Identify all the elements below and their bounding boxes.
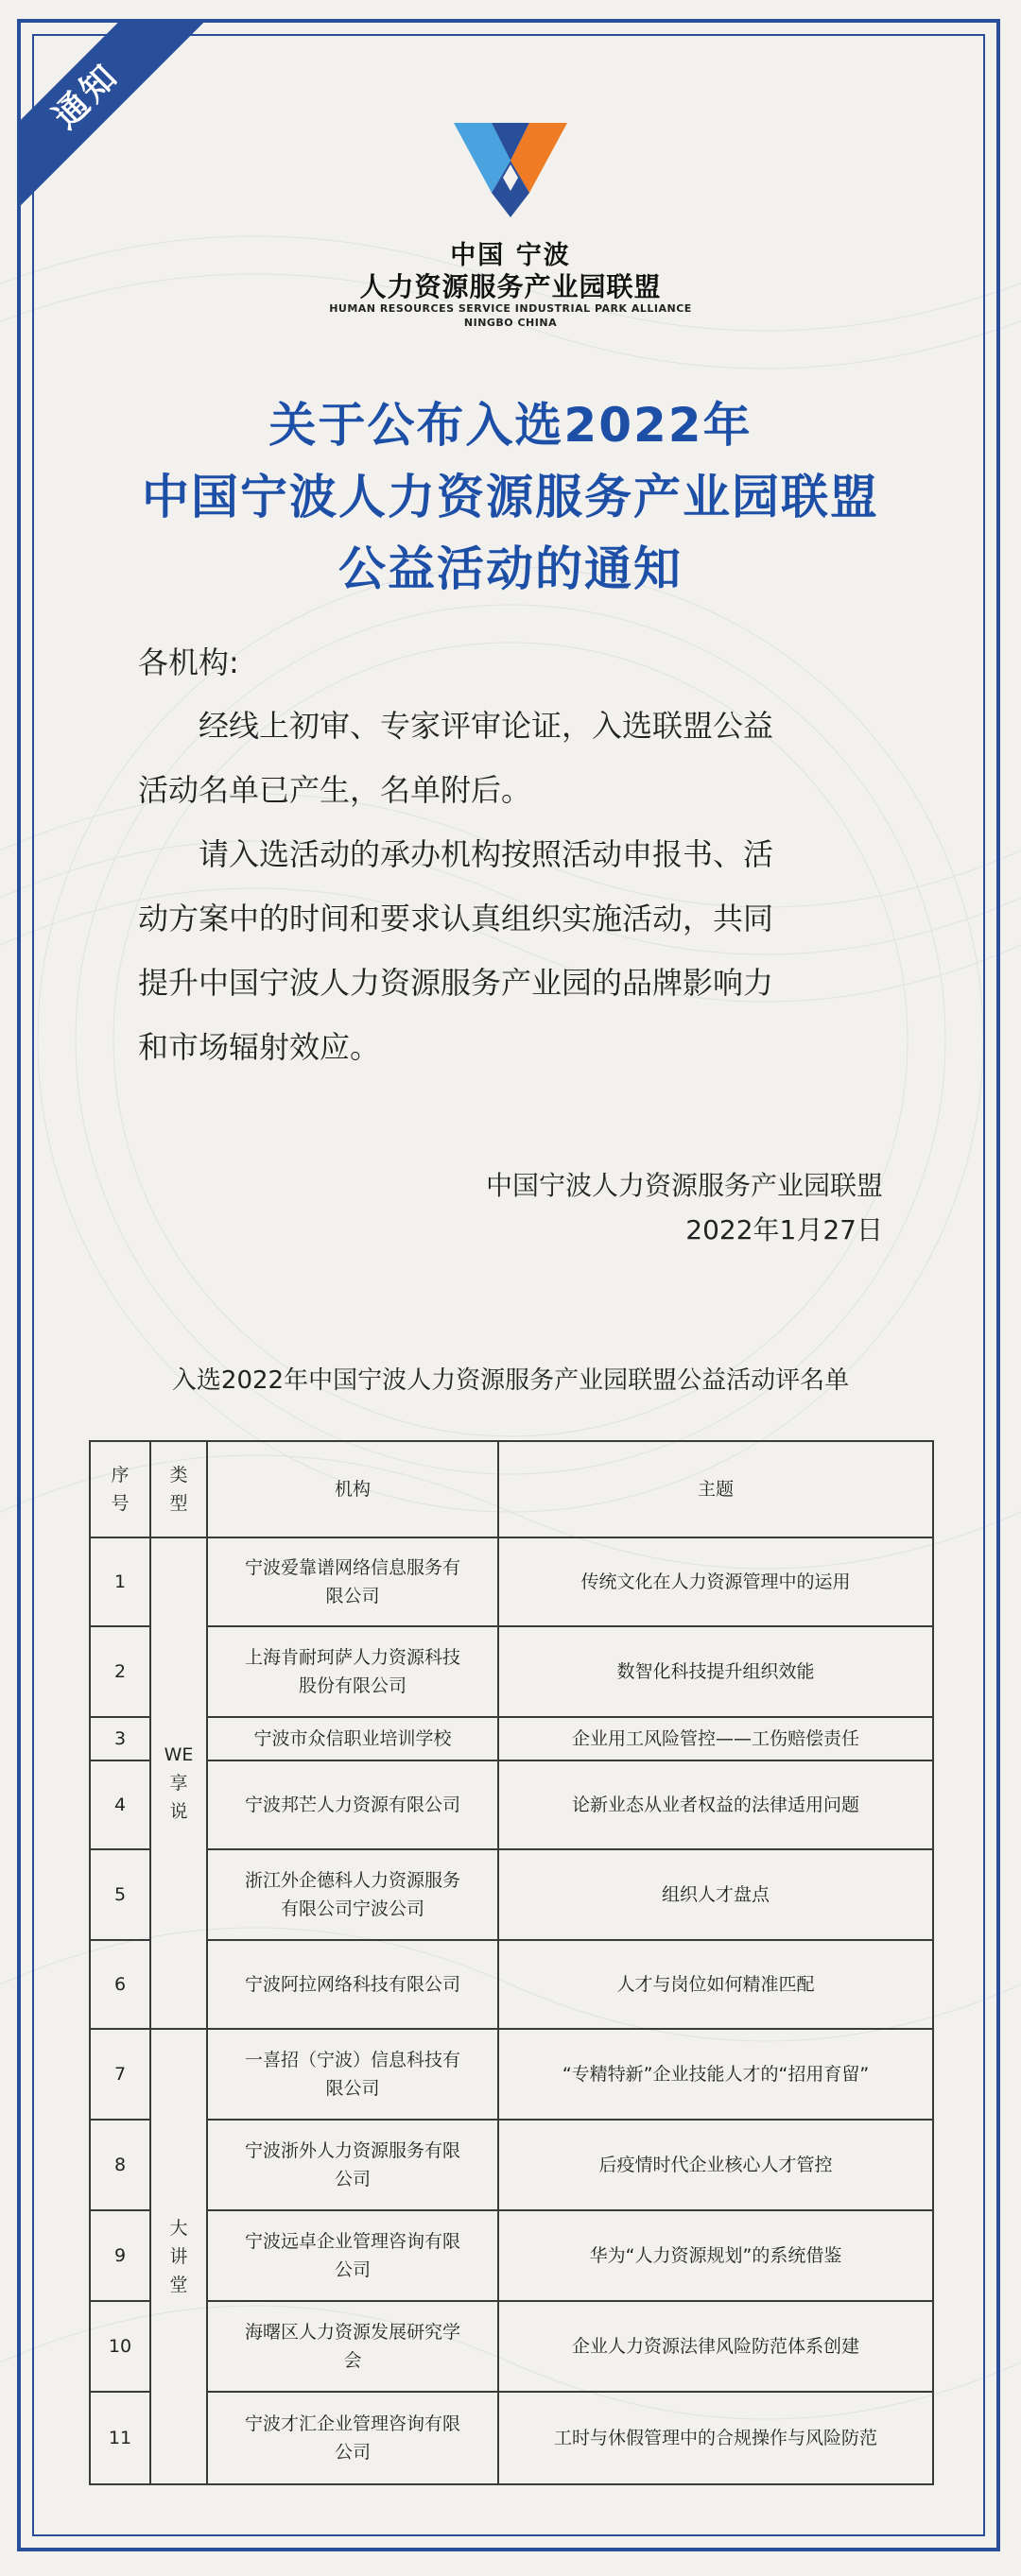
- table-row: [90, 1717, 933, 1760]
- row-topic: 数智化科技提升组织效能: [498, 1626, 933, 1717]
- row-no: 10: [90, 2301, 150, 2392]
- type-cell-we: WE 享 说: [150, 1537, 207, 2029]
- signature-org: 中国宁波人力资源服务产业园联盟: [485, 1170, 883, 1201]
- activity-table: [89, 1440, 934, 2485]
- row-org: 浙江外企德科人力资源服务 有限公司宁波公司: [207, 1849, 498, 1940]
- header-type: 类 型: [150, 1441, 207, 1537]
- paragraph-2: [138, 822, 773, 1079]
- table-row: [90, 2392, 933, 2484]
- row-topic: 传统文化在人力资源管理中的运用: [498, 1537, 933, 1626]
- ribbon-label: 通知: [21, 23, 209, 218]
- row-topic: 企业人力资源法律风险防范体系创建: [498, 2301, 933, 2392]
- row-org: 宁波才汇企业管理咨询有限 公司: [207, 2392, 498, 2484]
- table-row: [90, 2120, 933, 2210]
- notice-title-line3: 公益活动的通知: [338, 541, 683, 596]
- row-no: 7: [90, 2029, 150, 2120]
- paragraph-1-line: 经线上初审、专家评审论证，入选联盟公益: [138, 708, 774, 744]
- row-no: 11: [90, 2392, 150, 2484]
- row-topic: 工时与休假管理中的合规操作与风险防范: [498, 2392, 933, 2484]
- row-no: 4: [90, 1760, 150, 1849]
- row-topic: 组织人才盘点: [498, 1849, 933, 1940]
- row-topic: 论新业态从业者权益的法律适用问题: [498, 1760, 933, 1849]
- row-topic: 华为“人力资源规划”的系统借鉴: [498, 2210, 933, 2301]
- row-org: 宁波阿拉网络科技有限公司: [207, 1940, 498, 2029]
- row-org: 上海肯耐珂萨人力资源科技 股份有限公司: [207, 1626, 498, 1717]
- row-topic: 人才与岗位如何精准匹配: [498, 1940, 933, 2029]
- alliance-logo-icon: [444, 112, 577, 223]
- notice-title-line2: 中国宁波人力资源服务产业园联盟: [142, 470, 879, 524]
- table-row: [90, 1626, 933, 1717]
- notice-title-line1: 关于公布入选2022年: [268, 398, 753, 453]
- row-org: 宁波邦芒人力资源有限公司: [207, 1760, 498, 1849]
- org-name-cn-line1: 中国 宁波: [450, 241, 571, 270]
- paragraph-2-line: 请入选活动的承办机构按照活动申报书、活: [138, 836, 774, 872]
- signature-date: 2022年1月27日: [685, 1214, 883, 1245]
- paragraph-2-line: 和市场辐射效应。: [138, 1029, 381, 1065]
- table-row: [90, 2301, 933, 2392]
- paragraph-2-line: 提升中国宁波人力资源服务产业园的品牌影响力: [138, 965, 774, 1001]
- table-row: [90, 2029, 933, 2120]
- row-topic: “专精特新”企业技能人才的“招用育留”: [498, 2029, 933, 2120]
- row-org: 宁波远卓企业管理咨询有限 公司: [207, 2210, 498, 2301]
- table-row: [90, 1940, 933, 2029]
- row-org: 一喜招（宁波）信息科技有 限公司: [207, 2029, 498, 2120]
- header-topic: 主题: [498, 1441, 933, 1537]
- table-row: [90, 1537, 933, 1626]
- paragraph-2-line: 动方案中的时间和要求认真组织实施活动，共同: [138, 901, 774, 936]
- table-header-row: [90, 1441, 933, 1537]
- row-topic: 企业用工风险管控——工伤赔偿责任: [498, 1717, 933, 1760]
- header-org: 机构: [207, 1441, 498, 1537]
- type-cell-lecture: 大 讲 堂: [150, 2029, 207, 2484]
- org-name-en-line2: NINGBO CHINA: [463, 317, 558, 329]
- row-no: 3: [90, 1717, 150, 1760]
- row-no: 8: [90, 2120, 150, 2210]
- row-no: 2: [90, 1626, 150, 1717]
- row-topic: 后疫情时代企业核心人才管控: [498, 2120, 933, 2210]
- row-org: 海曙区人力资源发展研究学 会: [207, 2301, 498, 2392]
- org-name-en-line1: HUMAN RESOURCES SERVICE INDUSTRIAL PARK ALLIANCE: [329, 302, 692, 315]
- paragraph-1-line: 活动名单已产生，名单附后。: [138, 772, 532, 808]
- row-no: 9: [90, 2210, 150, 2301]
- table-row: [90, 1760, 933, 1849]
- row-org: 宁波市众信职业培训学校: [207, 1717, 498, 1760]
- row-no: 6: [90, 1940, 150, 2029]
- row-org: 宁波浙外人力资源服务有限 公司: [207, 2120, 498, 2210]
- row-no: 5: [90, 1849, 150, 1940]
- salutation: 各机构:: [138, 644, 239, 680]
- paragraph-1: [138, 694, 773, 822]
- table-row: [90, 1849, 933, 1940]
- row-no: 1: [90, 1537, 150, 1626]
- table-title: 入选2022年中国宁波人力资源服务产业园联盟公益活动评名单: [171, 1366, 850, 1395]
- table-row: [90, 2210, 933, 2301]
- header-no: 序 号: [90, 1441, 150, 1537]
- row-org: 宁波爱靠谱网络信息服务有 限公司: [207, 1537, 498, 1626]
- corner-ribbon: [21, 23, 219, 221]
- org-name-cn-line2: 人力资源服务产业园联盟: [359, 271, 662, 302]
